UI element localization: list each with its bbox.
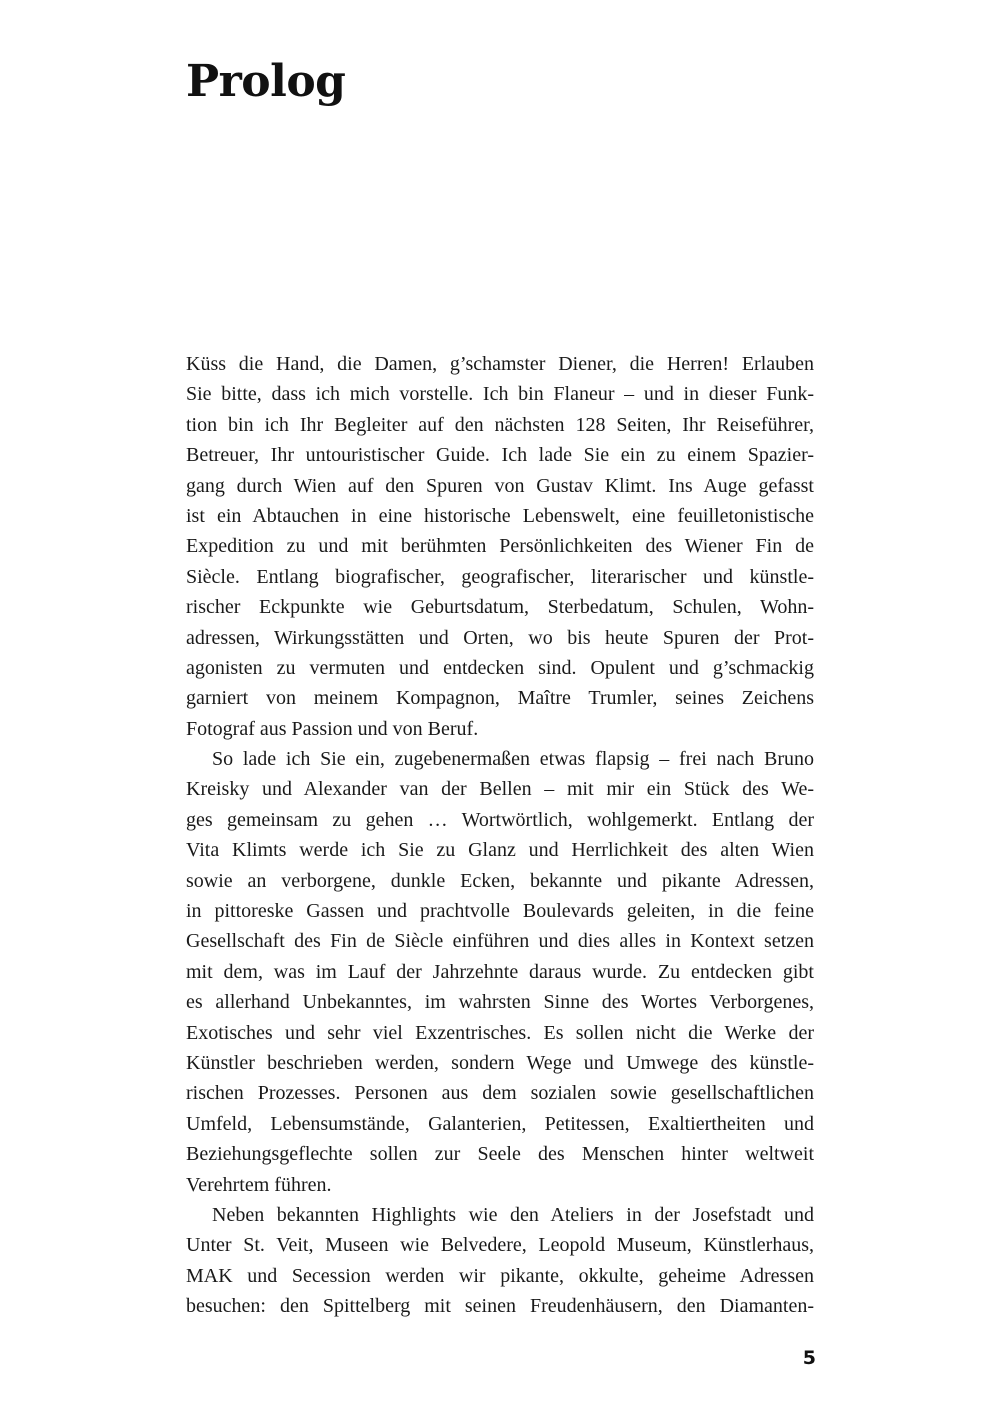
text-line: rischen Prozesses. Personen aus dem sozialen sowie gesellschaftlichen bbox=[186, 1082, 814, 1105]
text-line: adressen, Wirkungsstätten und Orten, wo bis heute Spuren der Prot- bbox=[186, 626, 814, 649]
chapter-title: Prolog bbox=[186, 56, 346, 107]
text-line: gang durch Wien auf den Spuren von Gustav Klimt. Ins Auge gefasst bbox=[186, 474, 814, 497]
text-line: besuchen: den Spittelberg mit seinen Freudenhäusern, den Diamanten- bbox=[186, 1295, 814, 1318]
text-line: Künstler beschrieben werden, sondern Wege und Umwege des künstle- bbox=[186, 1051, 814, 1074]
text-line: Beziehungsgeflechte sollen zur Seele des Menschen hinter weltweit bbox=[186, 1143, 814, 1166]
text-line: Betreuer, Ihr untouristischer Guide. Ich lade Sie ein zu einem Spazier- bbox=[186, 444, 814, 467]
body-text bbox=[186, 349, 814, 1322]
text-line: Siècle. Entlang biografischer, geografischer, literarischer und künstle- bbox=[186, 565, 814, 588]
text-line: ges gemeinsam zu gehen … Wortwörtlich, wohlgemerkt. Entlang der bbox=[186, 808, 814, 831]
text-line: in pittoreske Gassen und prachtvolle Boulevards geleiten, in die feine bbox=[186, 900, 814, 923]
text-line: MAK und Secession werden wir pikante, okkulte, geheime Adressen bbox=[186, 1264, 814, 1287]
text-line: Gesellschaft des Fin de Siècle einführen und dies alles in Kontext setzen bbox=[186, 930, 814, 953]
text-line: Expedition zu und mit berühmten Persönlichkeiten des Wiener Fin de bbox=[186, 535, 814, 558]
text-line: sowie an verborgene, dunkle Ecken, bekannte und pikante Adressen, bbox=[186, 869, 814, 892]
text-line: rischer Eckpunkte wie Geburtsdatum, Sterbedatum, Schulen, Wohn- bbox=[186, 596, 814, 619]
text-line: Neben bekannten Highlights wie den Ateliers in der Josefstadt und bbox=[212, 1203, 814, 1226]
text-line: tion bin ich Ihr Begleiter auf den nächsten 128 Seiten, Ihr Reiseführer, bbox=[186, 413, 814, 436]
text-line: es allerhand Unbekanntes, im wahrsten Sinne des Wortes Verborgenes, bbox=[186, 991, 814, 1014]
paragraph bbox=[186, 349, 814, 744]
text-line: mit dem, was im Lauf der Jahrzehnte daraus wurde. Zu entdecken gibt bbox=[186, 960, 814, 983]
text-line: ist ein Abtauchen in eine historische Lebenswelt, eine feuilletonistische bbox=[186, 504, 814, 527]
text-line: Verehrtem führen. bbox=[186, 1173, 332, 1196]
text-line: garniert von meinem Kompagnon, Maître Trumler, seines Zeichens bbox=[186, 687, 814, 710]
text-line: Küss die Hand, die Damen, g’schamster Diener, die Herren! Erlauben bbox=[186, 353, 814, 375]
text-line: Umfeld, Lebensumstände, Galanterien, Petitessen, Exaltiertheiten und bbox=[186, 1112, 814, 1135]
text-line: Kreisky und Alexander van der Bellen – mit mir ein Stück des We- bbox=[186, 778, 814, 801]
text-line: So lade ich Sie ein, zugebenermaßen etwas flapsig – frei nach Bruno bbox=[212, 748, 814, 771]
text-line: Unter St. Veit, Museen wie Belvedere, Leopold Museum, Künstlerhaus, bbox=[186, 1234, 814, 1257]
text-line: Vita Klimts werde ich Sie zu Glanz und Herrlichkeit des alten Wien bbox=[186, 839, 814, 862]
paragraph bbox=[186, 1200, 814, 1322]
text-line: Fotograf aus Passion und von Beruf. bbox=[186, 717, 479, 740]
text-line: Exotisches und sehr viel Exzentrisches. Es sollen nicht die Werke der bbox=[186, 1021, 814, 1044]
text-line: Sie bitte, dass ich mich vorstelle. Ich bin Flaneur – und in dieser Funk- bbox=[186, 383, 814, 406]
paragraph bbox=[186, 744, 814, 1200]
page-number: 5 bbox=[802, 1347, 816, 1369]
text-line: agonisten zu vermuten und entdecken sind. Opulent und g’schmackig bbox=[186, 656, 814, 679]
